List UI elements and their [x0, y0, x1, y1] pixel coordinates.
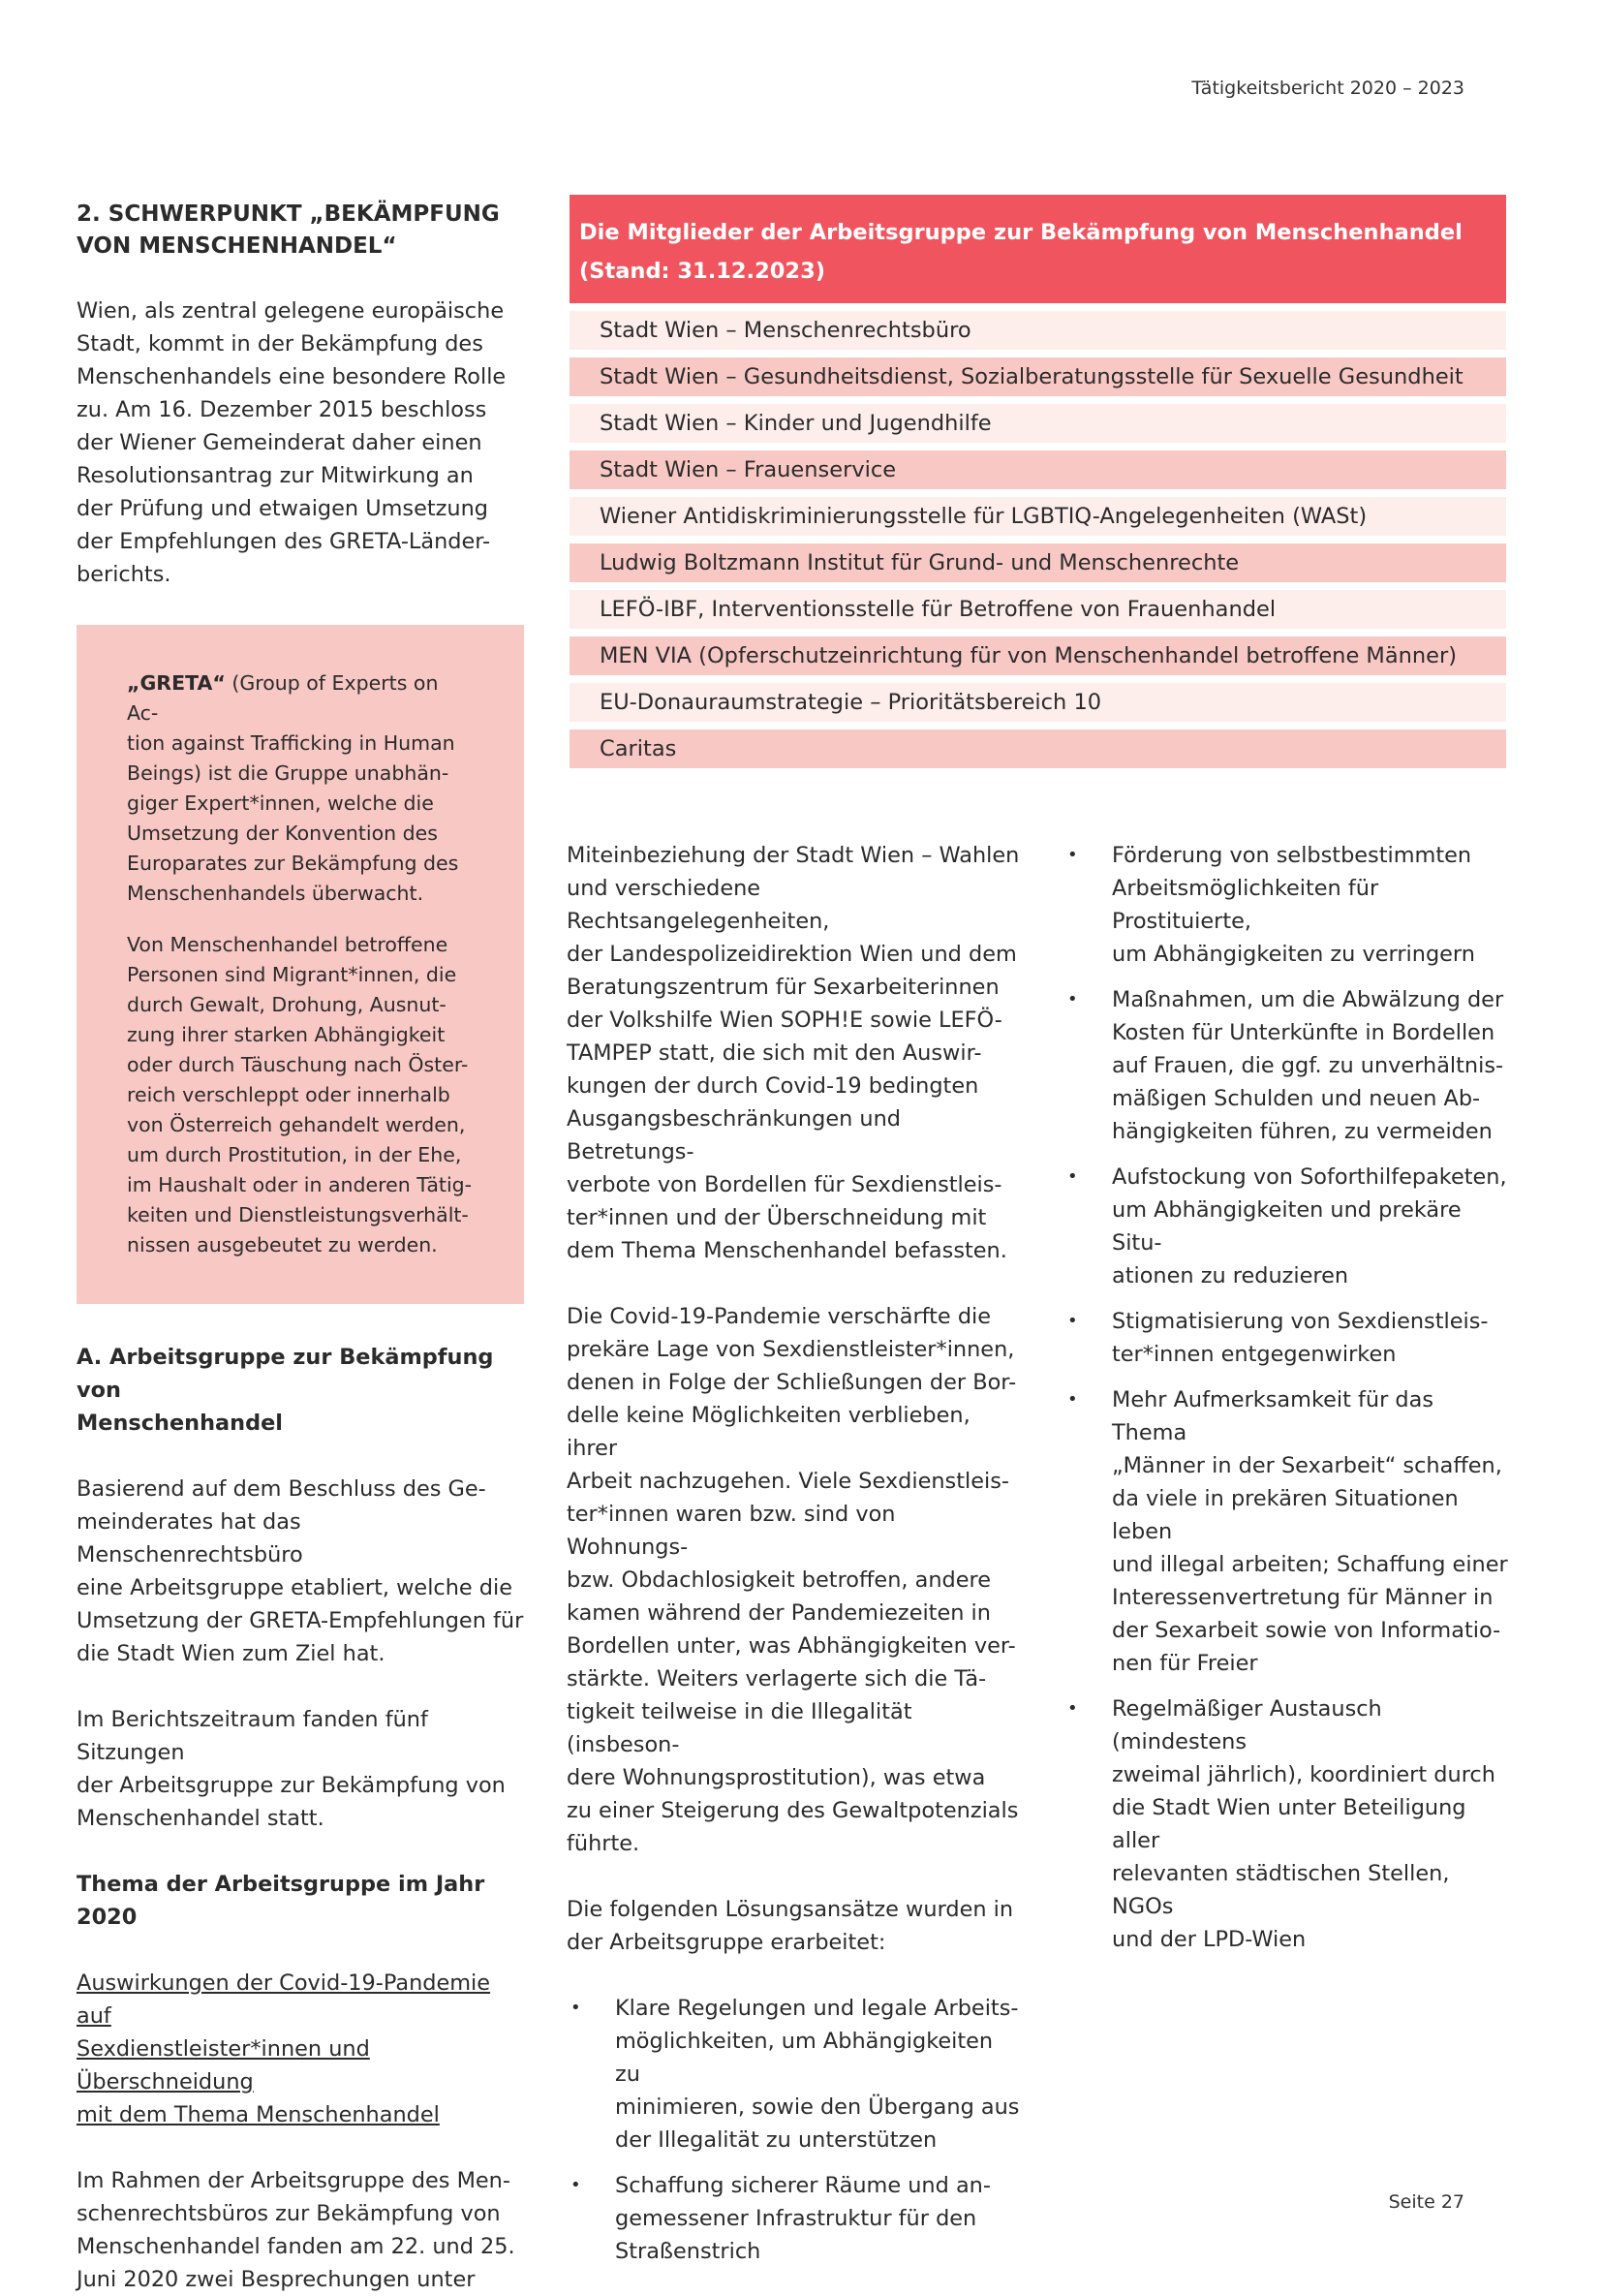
text-line: Umsetzung der GRETA-Empfehlungen für: [77, 1608, 524, 1633]
members-row: EU-Donauraumstrategie – Prioritätsbereich 10: [570, 683, 1506, 722]
text-line: TAMPEP statt, die sich mit den Auswir-: [567, 1040, 982, 1066]
list-item-text: mäßigen Schulden und neuen Ab-: [1112, 1086, 1481, 1111]
text-line: Auswirkungen der Covid-19-Pandemie auf: [77, 1970, 491, 2029]
members-row: MEN VIA (Opferschutzeinrichtung für von Menschenhandel betroffene Männer): [570, 636, 1506, 675]
paragraph-m2: [567, 1300, 1022, 1860]
text-line: Beings) ist die Gruppe unabhän-: [127, 761, 449, 785]
solution-list-1: [567, 1992, 1022, 2268]
list-item-text: Schaffung sicherer Räume und an-: [615, 2173, 991, 2198]
page-header: Tätigkeitsbericht 2020 – 2023: [1191, 78, 1464, 99]
bullet-icon: •: [570, 1998, 581, 2018]
text-line: Wien, als zentral gelegene europäische: [77, 298, 505, 324]
topic-heading: Thema der Arbeitsgruppe im Jahr 2020: [77, 1872, 485, 1930]
topic-subheading: [77, 1967, 524, 2131]
text-line: Beratungszentrum für Sexarbeiterinnen: [567, 975, 1000, 1000]
right-column: [1063, 839, 1511, 1956]
list-item-text: zweimal jährlich), koordiniert durch: [1112, 1762, 1495, 1787]
text-line: die Stadt Wien zum Ziel hat.: [77, 1641, 385, 1666]
text-line: führte.: [567, 1831, 640, 1856]
text-line: der Empfehlungen des GRETA-Länder-: [77, 529, 491, 554]
list-item-text: nen für Freier: [1112, 1651, 1258, 1676]
list-item-text: gemessener Infrastruktur für den: [615, 2206, 977, 2231]
text-line: dere Wohnungsprostitution), was etwa: [567, 1765, 986, 1790]
list-item-text: Arbeitsmöglichkeiten für Prostituierte,: [1112, 876, 1379, 934]
text-line: Menschenhandel: [77, 1411, 283, 1436]
list-item-text: da viele in prekären Situationen leben: [1112, 1486, 1459, 1544]
text-line: Umsetzung der Konvention des: [127, 822, 438, 845]
members-row: Wiener Antidiskriminierungsstelle für LGBTIQ-Angelegenheiten (WASt): [570, 497, 1506, 536]
text-line: meinderates hat das Menschenrechtsbüro: [77, 1509, 303, 1567]
text-line: Juni 2020 zwei Besprechungen unter: [77, 2267, 476, 2292]
bullet-icon: •: [1067, 1698, 1078, 1719]
text-line: Europarates zur Bekämpfung des: [127, 852, 459, 875]
bullet-icon: •: [1067, 1389, 1078, 1410]
text-line: dem Thema Menschenhandel befassten.: [567, 1238, 1007, 1263]
text-line: Personen sind Migrant*innen, die: [127, 963, 457, 986]
text-line: delle keine Möglichkeiten verblieben, ihrer: [567, 1403, 970, 1461]
list-item-text: Förderung von selbstbestimmten: [1112, 843, 1472, 868]
text-line: der Prüfung und etwaigen Umsetzung: [77, 496, 488, 521]
bullet-icon: •: [1067, 845, 1078, 865]
text-line: denen in Folge der Schließungen der Bor-: [567, 1370, 1017, 1395]
list-item-text: Straßenstrich: [615, 2239, 761, 2264]
solution-list-2: [1063, 839, 1511, 1956]
list-item: [1063, 839, 1511, 971]
text-line: kamen während der Pandemiezeiten in: [567, 1600, 991, 1626]
text-line: Die folgenden Lösungsansätze wurden in: [567, 1897, 1014, 1922]
text-line: oder durch Täuschung nach Öster-: [127, 1053, 469, 1076]
text-line: ter*innen waren bzw. sind von Wohnungs-: [567, 1502, 896, 1560]
text-line: eine Arbeitsgruppe etabliert, welche die: [77, 1575, 513, 1600]
list-item-text: „Männer in der Sexarbeit“ schaffen,: [1112, 1453, 1502, 1478]
list-item-text: und der LPD-Wien: [1112, 1927, 1307, 1952]
text-line: Stadt, kommt in der Bekämpfung des: [77, 331, 483, 357]
text-line: nissen ausgebeutet zu werden.: [127, 1233, 438, 1257]
list-item-text: um Abhängigkeiten zu verringern: [1112, 942, 1475, 967]
list-item-text: Stigmatisierung von Sexdienstleis-: [1112, 1309, 1489, 1334]
members-row: Stadt Wien – Menschenrechtsbüro: [570, 311, 1506, 350]
text-line: Arbeit nachzugehen. Viele Sexdienstleis-: [567, 1469, 1009, 1494]
text-line: Im Rahmen der Arbeitsgruppe des Men-: [77, 2168, 510, 2193]
text-line: mit dem Thema Menschenhandel: [77, 2102, 440, 2127]
text-line: zu. Am 16. Dezember 2015 beschloss: [77, 397, 487, 422]
list-item-text: Mehr Aufmerksamkeit für das Thema: [1112, 1387, 1434, 1445]
greta-info-box: [77, 625, 524, 1304]
list-item-text: Klare Regelungen und legale Arbeits-: [615, 1996, 1019, 2021]
text-line: tion against Trafficking in Human: [127, 731, 455, 755]
list-item-text: minimieren, sowie den Übergang aus: [615, 2094, 1020, 2120]
list-item-text: hängigkeiten führen, zu vermeiden: [1112, 1119, 1493, 1144]
text-line: um durch Prostitution, in der Ehe,: [127, 1143, 462, 1166]
members-row: Caritas: [570, 729, 1506, 768]
text-line: tigkeit teilweise in die Illegalität (insbeson-: [567, 1699, 912, 1757]
text-line: giger Expert*innen, welche die: [127, 791, 434, 815]
text-line: der Volkshilfe Wien SOPH!E sowie LEFÖ-: [567, 1008, 1002, 1033]
text-line: reich verschleppt oder innerhalb: [127, 1083, 450, 1106]
text-line: keiten und Dienstleistungsverhält-: [127, 1203, 469, 1226]
text-line: der Landespolizeidirektion Wien und dem: [567, 942, 1017, 967]
members-row: Ludwig Boltzmann Institut für Grund- und Menschenrechte: [570, 543, 1506, 582]
text-line: Menschenhandels eine besondere Rolle: [77, 364, 507, 389]
text-line: Resolutionsantrag zur Mitwirkung an: [77, 463, 474, 488]
text-line: durch Gewalt, Drohung, Ausnut-: [127, 993, 447, 1016]
text-line: Die Covid-19-Pandemie verschärfte die: [567, 1304, 992, 1329]
bullet-icon: •: [1067, 1166, 1078, 1187]
text-line: Miteinbeziehung der Stadt Wien – Wahlen: [567, 843, 1020, 868]
list-item-text: die Stadt Wien unter Beteiligung aller: [1112, 1795, 1466, 1853]
bullet-icon: •: [1067, 989, 1078, 1009]
list-item: [567, 2169, 1022, 2268]
text-line: der Wiener Gemeinderat daher einen: [77, 430, 482, 455]
list-item-text: der Illegalität zu unterstützen: [615, 2127, 938, 2153]
list-item-text: um Abhängigkeiten und prekäre Situ-: [1112, 1197, 1462, 1256]
paragraph-a3: [77, 2164, 524, 2296]
list-item-text: auf Frauen, die ggf. zu unverhältnis-: [1112, 1053, 1504, 1078]
members-row: Stadt Wien – Kinder und Jugendhilfe: [570, 404, 1506, 443]
list-item-text: Regelmäßiger Austausch (mindestens: [1112, 1696, 1382, 1754]
greta-definition: „GRETA“ (Group of Experts on Ac- tion against Trafficking in Human Beings) ist die Gruppe unabhän- giger Expert*innen, welche die Umsetzung der Konvention des Europarates zur Bekämpfung des Menschenhandels überwacht.: [127, 671, 459, 905]
bullet-icon: •: [1067, 1311, 1078, 1331]
bullet-icon: •: [570, 2175, 581, 2195]
members-row: LEFÖ-IBF, Interventionsstelle für Betroffene von Frauenhandel: [570, 590, 1506, 629]
text-line: der Arbeitsgruppe erarbeitet:: [567, 1930, 886, 1955]
text-line: Von Menschenhandel betroffene: [127, 933, 448, 956]
section-heading: 2. SCHWERPUNKT „BEKÄMPFUNG VON MENSCHENHANDEL“: [77, 202, 500, 259]
paragraph-m1: [567, 839, 1022, 1267]
list-item-text: Interessenvertretung für Männer in: [1112, 1585, 1494, 1610]
text-line: Sexdienstleister*innen und Überschneidung: [77, 2036, 370, 2094]
list-item: [1063, 1692, 1511, 1956]
text-line: Menschenhandel statt.: [77, 1806, 324, 1831]
members-table: [570, 195, 1506, 768]
text-line: kungen der durch Covid-19 bedingten: [567, 1073, 979, 1099]
list-item: [1063, 1305, 1511, 1371]
list-item-text: möglichkeiten, um Abhängigkeiten zu: [615, 2029, 994, 2087]
members-rows: [570, 311, 1506, 768]
section-a-heading: [77, 1341, 524, 1440]
list-item-text: der Sexarbeit sowie von Informatio-: [1112, 1618, 1501, 1643]
members-table-header: Die Mitglieder der Arbeitsgruppe zur Bekämpfung von Menschenhandel (Stand: 31.12.2023): [570, 195, 1506, 303]
middle-column: [567, 839, 1022, 2268]
page-number: Seite 27: [1388, 2191, 1464, 2213]
list-item: [1063, 1383, 1511, 1680]
text-line: A. Arbeitsgruppe zur Bekämpfung von: [77, 1345, 494, 1403]
text-line: und verschiedene Rechtsangelegenheiten,: [567, 876, 830, 934]
text-line: verbote von Bordellen für Sexdienstleis-: [567, 1172, 1002, 1197]
text-line: zung ihrer starken Abhängigkeit: [127, 1023, 446, 1046]
list-item-text: Aufstockung von Soforthilfepaketen,: [1112, 1164, 1507, 1190]
list-item: [1063, 983, 1511, 1148]
text-line: berichts.: [77, 562, 171, 587]
list-item-text: Maßnahmen, um die Abwälzung der: [1112, 987, 1504, 1012]
text-line: bzw. Obdachlosigkeit betroffen, andere: [567, 1567, 992, 1593]
text-line: Bordellen unter, was Abhängigkeiten ver-: [567, 1633, 1016, 1659]
intro-paragraph: [77, 295, 524, 591]
list-item-text: ationen zu reduzieren: [1112, 1263, 1349, 1288]
text-line: Menschenhandel fanden am 22. und 25.: [77, 2234, 515, 2259]
list-item: [567, 1992, 1022, 2156]
text-line: Menschenhandels überwacht.: [127, 882, 424, 905]
text-line: Im Berichtszeitraum fanden fünf Sitzungen: [77, 1707, 428, 1765]
members-row: Stadt Wien – Gesundheitsdienst, Sozialberatungsstelle für Sexuelle Gesundheit: [570, 357, 1506, 396]
text-line: stärkte. Weiters verlagerte sich die Tä-: [567, 1666, 987, 1691]
paragraph-m3: [567, 1893, 1022, 1959]
list-item-text: und illegal arbeiten; Schaffung einer: [1112, 1552, 1508, 1577]
text-line: Basierend auf dem Beschluss des Ge-: [77, 1476, 486, 1502]
list-item-text: ter*innen entgegenwirken: [1112, 1342, 1397, 1367]
list-item: [1063, 1161, 1511, 1292]
text-line: der Arbeitsgruppe zur Bekämpfung von: [77, 1773, 506, 1798]
list-item-text: relevanten städtischen Stellen, NGOs: [1112, 1861, 1450, 1919]
paragraph-a1: [77, 1473, 524, 1670]
text-line: zu einer Steigerung des Gewaltpotenzials: [567, 1798, 1019, 1823]
paragraph-a2: [77, 1703, 524, 1835]
text-line: im Haushalt oder in anderen Tätig-: [127, 1173, 473, 1196]
text-line: Ausgangsbeschränkungen und Betretungs-: [567, 1106, 901, 1164]
list-item-text: Kosten für Unterkünfte in Bordellen: [1112, 1020, 1495, 1045]
text-line: ter*innen und der Überschneidung mit: [567, 1205, 987, 1230]
text-line: von Österreich gehandelt werden,: [127, 1113, 466, 1136]
left-column: [77, 199, 524, 2296]
text-line: schenrechtsbüros zur Bekämpfung von: [77, 2201, 501, 2226]
text-line: prekäre Lage von Sexdienstleister*innen,: [567, 1337, 1015, 1362]
greta-victims-text: [127, 930, 476, 1260]
members-row: Stadt Wien – Frauenservice: [570, 450, 1506, 489]
